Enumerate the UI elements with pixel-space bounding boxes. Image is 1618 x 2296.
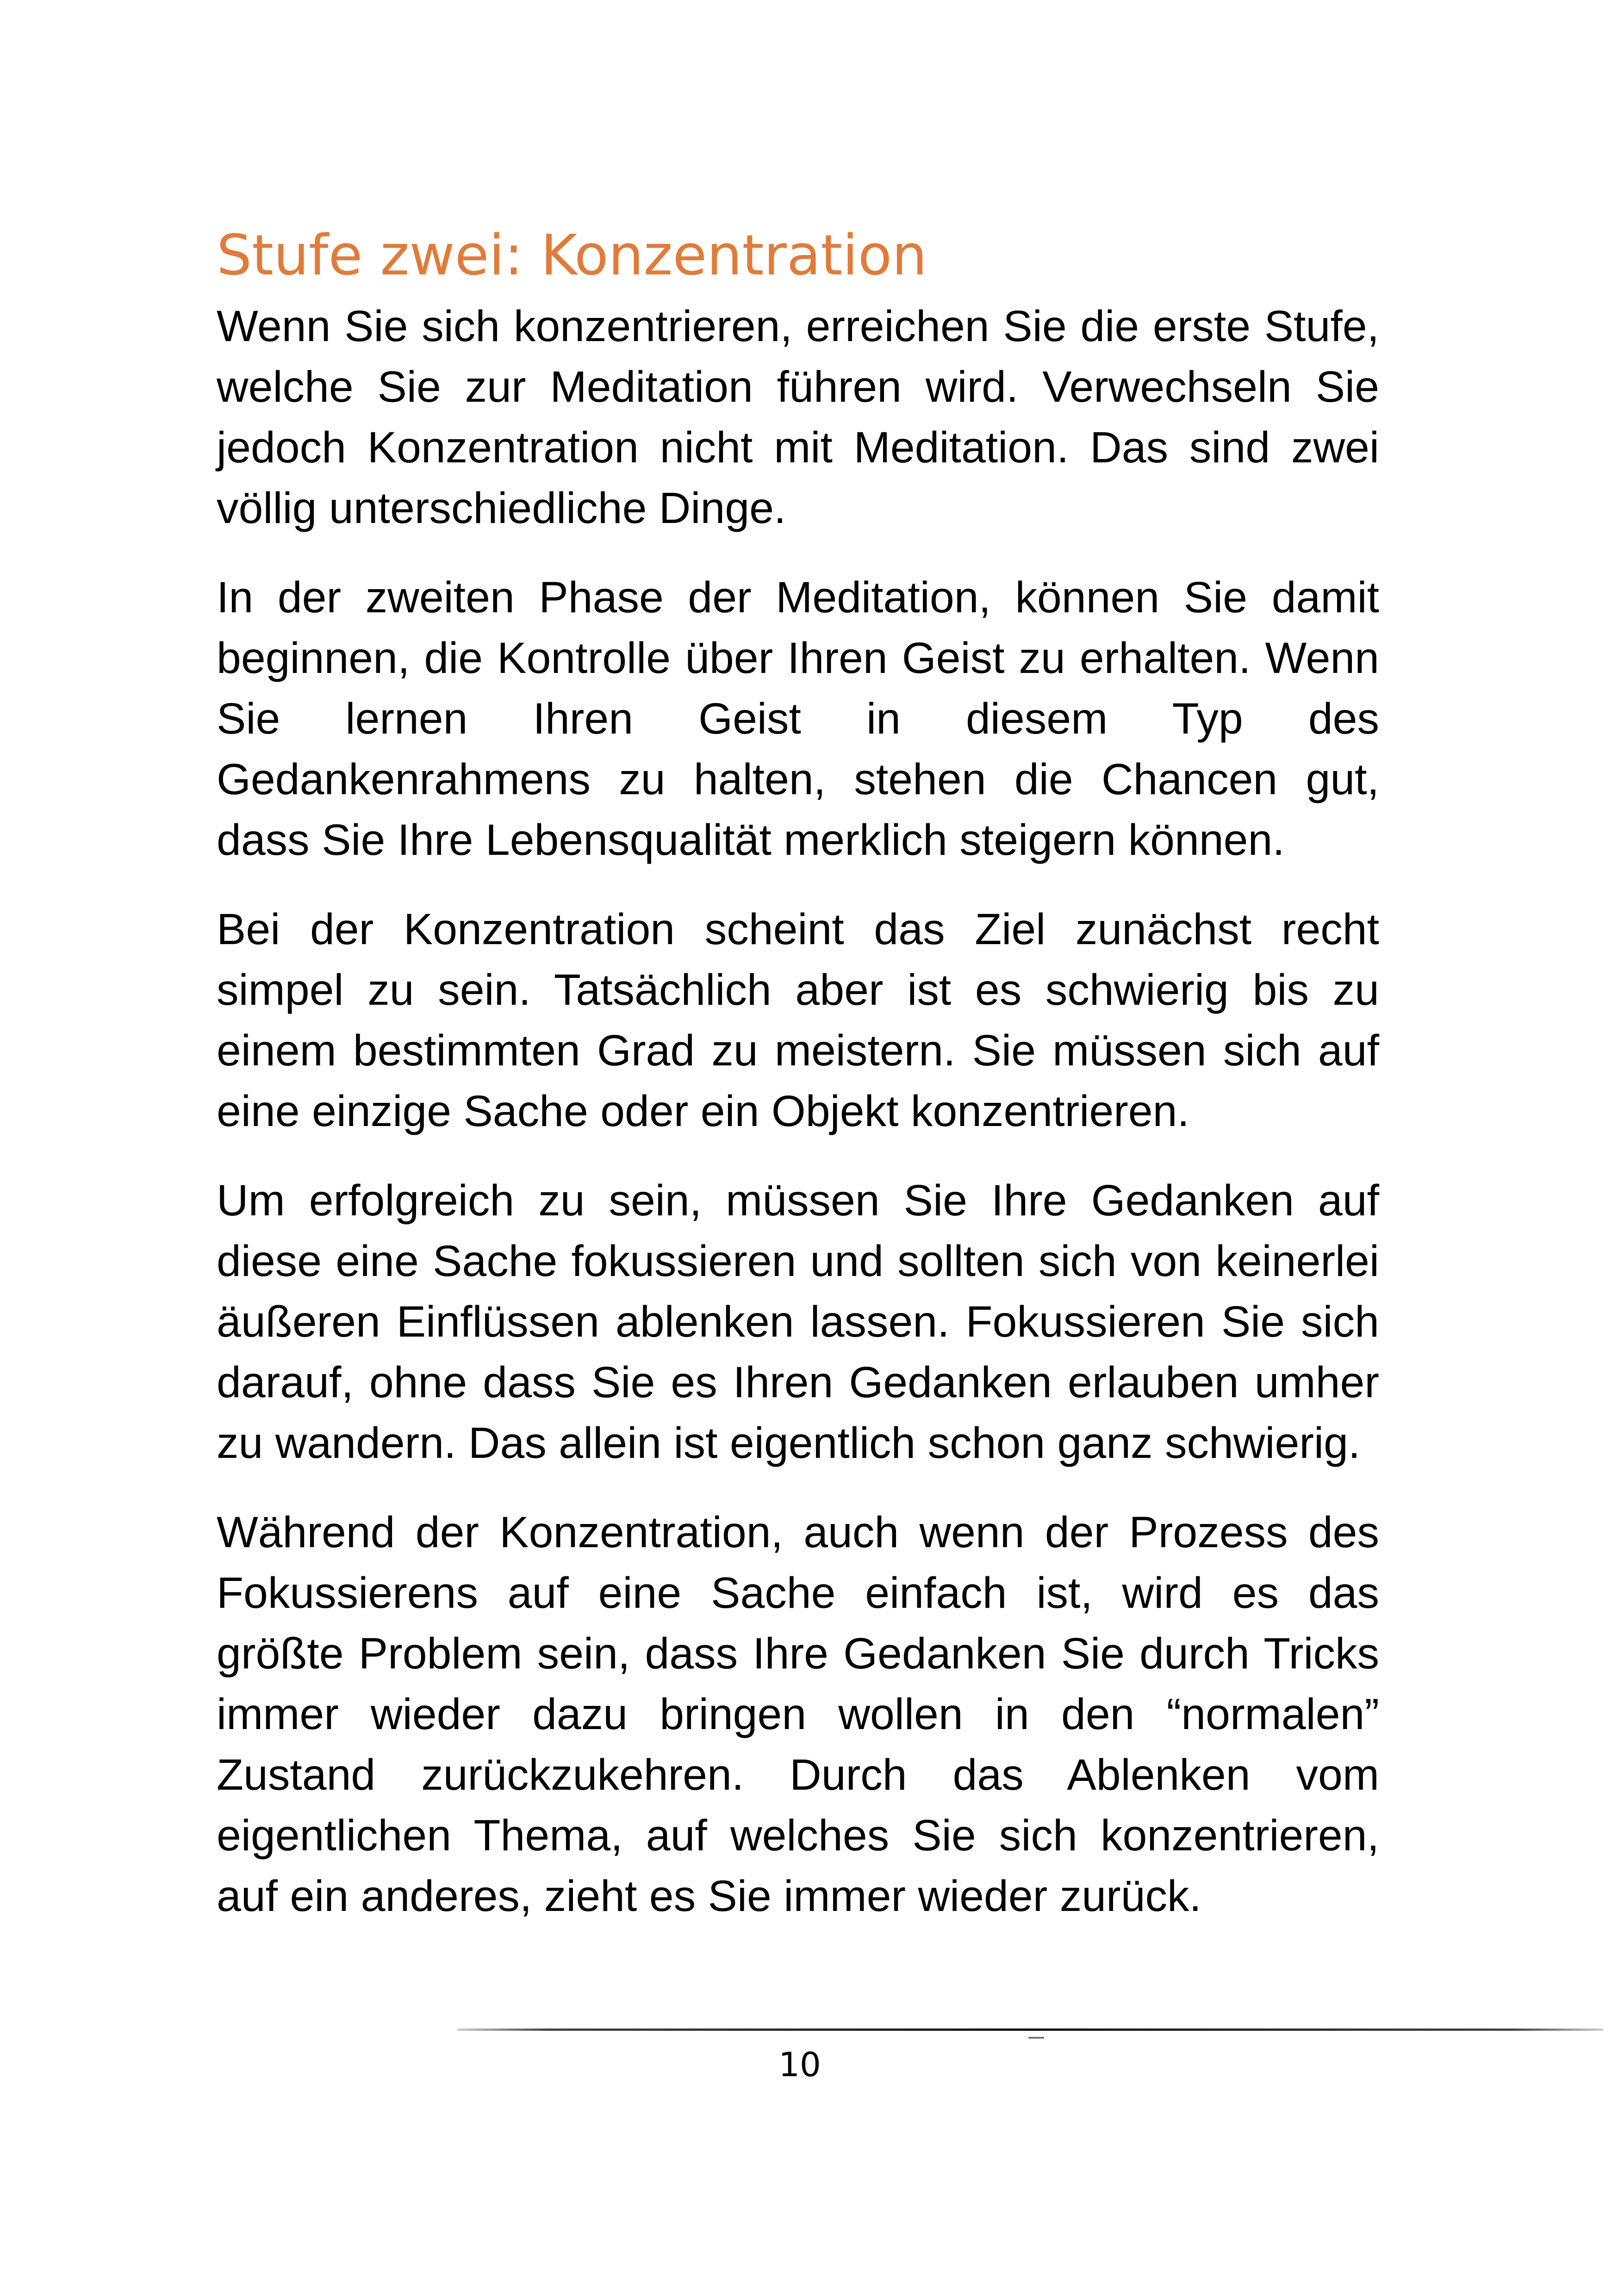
footer-divider xyxy=(457,2028,1603,2031)
paragraph-1: Wenn Sie sich konzentrieren, erreichen Sie die erste Stufe, welche Sie zur Meditation führen wird. Verwechseln Sie jedoch Konzentration nicht mit Meditation. Das sind zwei völlig unterschiedliche Dinge. xyxy=(217,302,1379,533)
paragraph-4: Um erfolgreich zu sein, müssen Sie Ihre Gedanken auf diese eine Sache fokussieren und sollten sich von keinerlei äußeren Einflüssen ablenken lassen. Fokussieren Sie sich darauf, ohne dass Sie es Ihren Gedanken erlauben umher zu wandern. Das allein ist eigentlich schon ganz schwierig. xyxy=(217,1176,1379,1468)
paragraph-3: Bei der Konzentration scheint das Ziel zunächst recht simpel zu sein. Tatsächlich aber ist es schwierig bis zu einem bestimmten Grad zu meistern. Sie müssen sich auf eine einzige Sache oder ein Objekt konzentrieren. xyxy=(217,905,1379,1136)
section-heading: Stufe zwei: Konzentration xyxy=(217,224,927,288)
body-text xyxy=(217,296,1379,1955)
paragraph-5: Während der Konzentration, auch wenn der Prozess des Fokussierens auf eine Sache einfach ist, wird es das größte Problem sein, dass Ihre Gedanken Sie durch Tricks immer wieder dazu bringen wollen in den “normalen” Zustand zurückzukehren. Durch das Ablenken vom eigentlichen Thema, auf welches Sie sich konzentrieren, auf ein anderes, zieht es Sie immer wieder zurück. xyxy=(217,1508,1379,1921)
page-number: 10 xyxy=(778,2045,821,2084)
footer-mark xyxy=(1028,2037,1044,2039)
paragraph-2: In der zweiten Phase der Meditation, können Sie damit beginnen, die Kontrolle über Ihren Geist zu erhalten. Wenn Sie lernen Ihren Geist in diesem Typ des Gedankenrahmens zu halten, stehen die Chancen gut, dass Sie Ihre Lebensqualität merklich steigern können. xyxy=(217,573,1379,865)
